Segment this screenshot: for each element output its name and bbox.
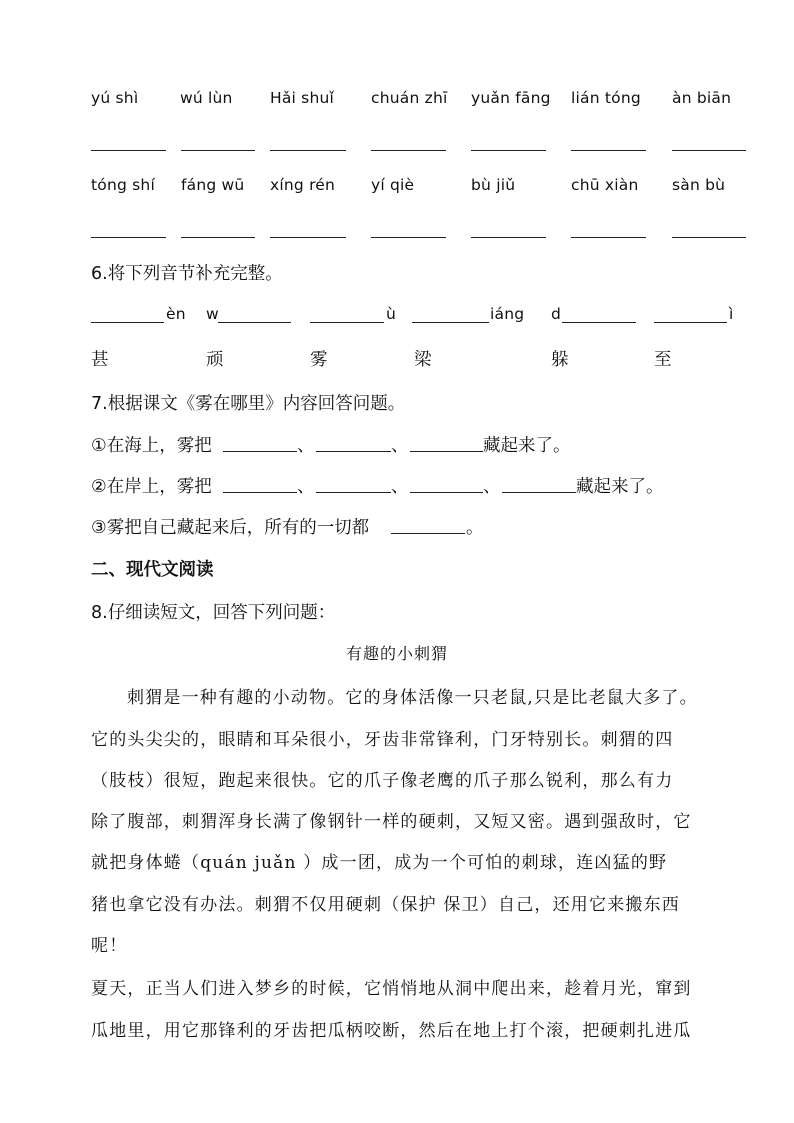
pinyin-word: Hǎi shuǐ (270, 89, 335, 107)
answer-blank[interactable] (223, 451, 297, 452)
answer-blank[interactable] (471, 237, 546, 238)
answer-blank[interactable] (562, 322, 636, 323)
answer-blank[interactable] (571, 237, 646, 238)
question-7-title: 7.根据课文《雾在哪里》内容回答问题。 (91, 394, 406, 414)
section-heading: 二、现代文阅读 (91, 560, 214, 580)
answer-blank[interactable] (391, 533, 465, 534)
pinyin-word: chū xiàn (571, 176, 639, 194)
answer-blank[interactable] (672, 150, 746, 151)
target-character: 雾 (310, 350, 328, 370)
answer-blank[interactable] (410, 451, 483, 452)
question-6-title: 6.将下列音节补充完整。 (91, 264, 283, 284)
answer-blank[interactable] (654, 322, 727, 323)
story-line: 除了腹部，刺猬浑身长满了像钢针一样的硬刺，又短又密。遇到强敌时，它 (91, 812, 692, 832)
answer-blank[interactable] (412, 322, 489, 323)
story-title: 有趣的小刺猬 (345, 644, 448, 663)
pinyin-word: sàn bù (672, 176, 726, 194)
item-text: ②在岸上，雾把 (91, 477, 212, 497)
pinyin-word: yuǎn fāng (471, 89, 551, 107)
story-line: 瓜地里，用它那锋利的牙齿把瓜柄咬断，然后在地上打个滚，把硬刺扎进瓜 (91, 1021, 692, 1041)
target-character: 甚 (91, 350, 109, 370)
target-character: 躲 (551, 350, 569, 370)
answer-blank[interactable] (410, 492, 483, 493)
target-character: 至 (654, 350, 672, 370)
pinyin-word: fáng wū (181, 176, 245, 194)
syllable-ending: ù (386, 305, 397, 323)
pinyin-word: tóng shí (91, 176, 155, 194)
syllable-ending: ì (729, 305, 734, 323)
answer-blank[interactable] (270, 237, 346, 238)
answer-blank[interactable] (471, 150, 546, 151)
item-text: 。 (466, 518, 484, 538)
pinyin-word: lián tóng (571, 89, 641, 107)
story-line: 它的头尖尖的，眼睛和耳朵很小，牙齿非常锋利，门牙特别长。刺猬的四 (91, 730, 674, 750)
answer-blank[interactable] (223, 492, 297, 493)
item-text: ③雾把自己藏起来后，所有的一切都 (91, 518, 370, 538)
story-line: 就把身体蜷（quán juǎn ）成一团，成为一个可怕的刺球，连凶猛的野 (91, 853, 668, 873)
item-text: 藏起来了。 (483, 436, 571, 456)
pinyin-word: wú lùn (180, 89, 233, 107)
answer-blank[interactable] (181, 237, 255, 238)
story-line: 刺猬是一种有趣的小动物。它的身体活像一只老鼠,只是比老鼠大多了。 (127, 688, 698, 708)
story-line: 呢！ (91, 936, 128, 956)
pinyin-word: xíng rén (270, 176, 336, 194)
separator: 、 (297, 477, 315, 497)
answer-blank[interactable] (310, 322, 384, 323)
answer-blank[interactable] (270, 150, 346, 151)
answer-blank[interactable] (371, 150, 446, 151)
story-line: 猪也拿它没有办法。刺猬不仅用硬刺（保护 保卫）自己，还用它来搬东西 (91, 895, 681, 915)
pinyin-word: chuán zhī (371, 89, 448, 107)
answer-blank[interactable] (316, 451, 391, 452)
story-line: （肢枝）很短，跑起来很快。它的爪子像老鹰的爪子那么锐利，那么有力 (91, 771, 674, 791)
separator: 、 (391, 477, 409, 497)
separator: 、 (297, 436, 315, 456)
pinyin-word: àn biān (672, 89, 732, 107)
target-character: 顽 (206, 350, 224, 370)
answer-blank[interactable] (181, 150, 255, 151)
answer-blank[interactable] (218, 322, 291, 323)
answer-blank[interactable] (316, 492, 391, 493)
answer-blank[interactable] (672, 237, 746, 238)
answer-blank[interactable] (91, 237, 166, 238)
syllable-ending: èn (166, 305, 186, 323)
separator: 、 (391, 436, 409, 456)
item-text: 藏起来了。 (576, 477, 664, 497)
question-8-title: 8.仔细读短文，回答下列问题： (91, 603, 336, 623)
story-line: 夏天，正当人们进入梦乡的时候，它悄悄地从洞中爬出来，趁着月光，窜到 (91, 979, 692, 999)
target-character: 梁 (414, 350, 432, 370)
syllable-ending: iáng (490, 305, 525, 323)
pinyin-word: bù jiǔ (471, 176, 516, 194)
answer-blank[interactable] (91, 322, 164, 323)
item-text: ①在海上，雾把 (91, 436, 212, 456)
syllable-initial: d (551, 305, 562, 323)
answer-blank[interactable] (91, 150, 166, 151)
answer-blank[interactable] (371, 237, 446, 238)
separator: 、 (483, 477, 501, 497)
answer-blank[interactable] (571, 150, 646, 151)
answer-blank[interactable] (502, 492, 576, 493)
pinyin-word: yí qiè (371, 176, 415, 194)
syllable-initial: w (206, 305, 219, 323)
pinyin-word: yú shì (91, 89, 139, 107)
